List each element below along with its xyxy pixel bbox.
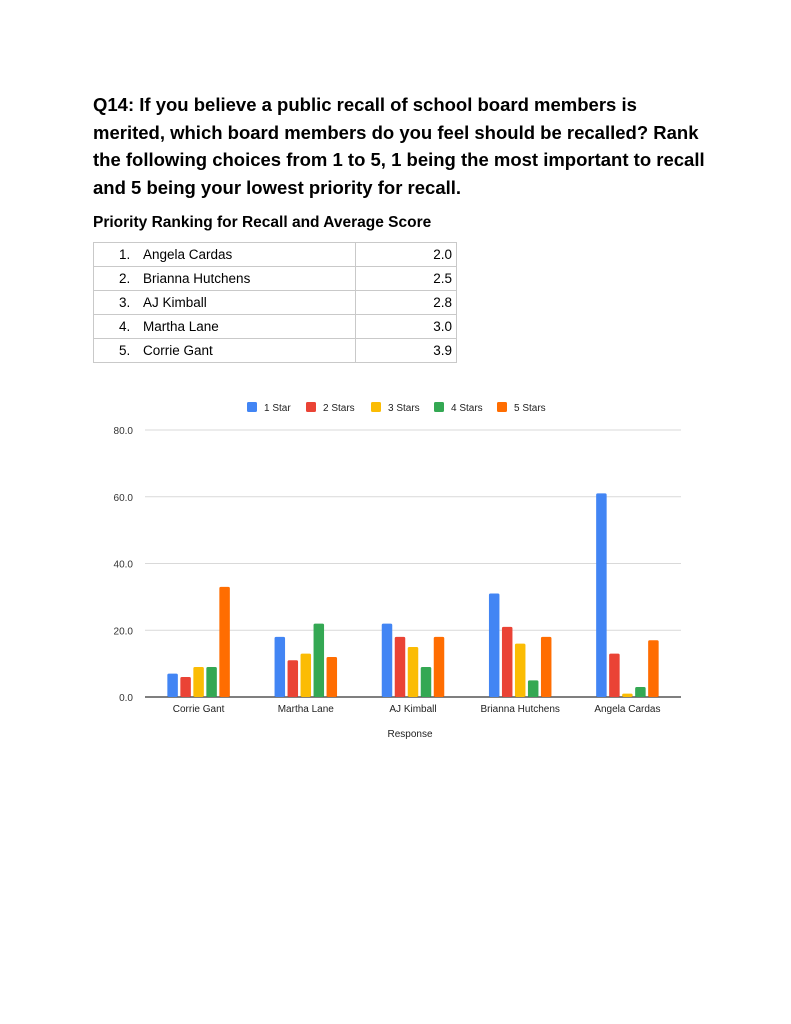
bar-3-stars-angela-cardas: [622, 694, 633, 697]
candidate-cell: [94, 291, 356, 315]
ranking-table-title: Priority Ranking for Recall and Average Score: [93, 214, 432, 231]
candidate-name: Brianna Hutchens: [143, 271, 251, 286]
candidate-name: Angela Cardas: [143, 247, 233, 262]
rank-number: 4.: [119, 319, 131, 334]
question-body: If you believe a public recall of school board members is merited, which board members do you feel should be recalled? Rank the following choices from 1 to 5, 1 being the most important to recall and 5 being your lowest priority for recall.: [93, 94, 705, 198]
legend-label: 5 Stars: [514, 403, 546, 414]
average-score: 3.0: [356, 315, 457, 339]
x-tick-label: Brianna Hutchens: [480, 704, 560, 715]
x-tick-label: Angela Cardas: [594, 704, 661, 715]
candidate-name: Corrie Gant: [143, 343, 213, 358]
average-score: 2.0: [356, 243, 457, 267]
candidate-name: AJ Kimball: [143, 295, 207, 310]
bar-3-stars-aj-kimball: [408, 647, 419, 697]
x-tick-label: Martha Lane: [277, 704, 334, 715]
table-row: [94, 243, 457, 267]
bar-3-stars-brianna-hutchens: [515, 644, 526, 697]
bar-1-star-angela-cardas: [596, 493, 607, 697]
ranking-table: [93, 242, 457, 363]
candidate-name: Martha Lane: [143, 319, 219, 334]
table-row: [94, 267, 457, 291]
rank-number: 2.: [119, 271, 131, 286]
x-tick-label: AJ Kimball: [389, 704, 437, 715]
bar-3-stars-corrie-gant: [193, 667, 204, 697]
y-tick-label: 0.0: [119, 693, 133, 704]
legend-swatch-1-star: [247, 402, 257, 412]
table-row: [94, 339, 457, 363]
bar-5-stars-angela-cardas: [648, 640, 659, 697]
bar-5-stars-corrie-gant: [219, 587, 230, 697]
x-tick-label: Corrie Gant: [172, 704, 225, 715]
candidate-cell: [94, 315, 356, 339]
y-tick-label: 80.0: [113, 426, 133, 437]
legend-label: 4 Stars: [451, 403, 483, 414]
legend-label: 3 Stars: [388, 403, 420, 414]
bar-1-star-aj-kimball: [382, 624, 393, 697]
bar-5-stars-martha-lane: [327, 657, 338, 697]
legend-label: 1 Star: [264, 403, 291, 414]
bar-2-stars-brianna-hutchens: [502, 627, 513, 697]
x-axis-title: Response: [387, 729, 433, 740]
bar-3-stars-martha-lane: [301, 654, 312, 697]
y-tick-label: 60.0: [113, 492, 133, 504]
average-score: 3.9: [356, 339, 457, 363]
legend-swatch-2-stars: [306, 402, 316, 412]
bar-4-stars-aj-kimball: [421, 667, 432, 697]
candidate-cell: [94, 243, 356, 267]
rank-number: 1.: [119, 247, 131, 262]
bar-2-stars-martha-lane: [288, 660, 299, 697]
question-label: Q14:: [93, 94, 135, 115]
bar-4-stars-brianna-hutchens: [528, 680, 539, 697]
bar-1-star-corrie-gant: [167, 674, 178, 697]
legend-label: 2 Stars: [323, 403, 355, 414]
average-score: 2.5: [356, 267, 457, 291]
bar-4-stars-martha-lane: [314, 624, 325, 697]
bar-2-stars-aj-kimball: [395, 637, 406, 697]
y-tick-label: 40.0: [113, 559, 133, 571]
candidate-cell: [94, 339, 356, 363]
table-row: [94, 315, 457, 339]
bar-5-stars-brianna-hutchens: [541, 637, 552, 697]
average-score: 2.8: [356, 291, 457, 315]
y-tick-label: 20.0: [113, 626, 133, 638]
recall-bar-chart: [0, 390, 791, 760]
question-text: [93, 91, 713, 201]
candidate-cell: [94, 267, 356, 291]
legend-swatch-3-stars: [371, 402, 381, 412]
bar-5-stars-aj-kimball: [434, 637, 445, 697]
bar-1-star-martha-lane: [275, 637, 286, 697]
table-row: [94, 291, 457, 315]
bar-2-stars-angela-cardas: [609, 654, 620, 697]
rank-number: 3.: [119, 295, 131, 310]
legend-swatch-4-stars: [434, 402, 444, 412]
rank-number: 5.: [119, 343, 131, 358]
bar-2-stars-corrie-gant: [180, 677, 191, 697]
bar-4-stars-angela-cardas: [635, 687, 646, 697]
bar-1-star-brianna-hutchens: [489, 594, 500, 697]
legend-swatch-5-stars: [497, 402, 507, 412]
bar-4-stars-corrie-gant: [206, 667, 217, 697]
